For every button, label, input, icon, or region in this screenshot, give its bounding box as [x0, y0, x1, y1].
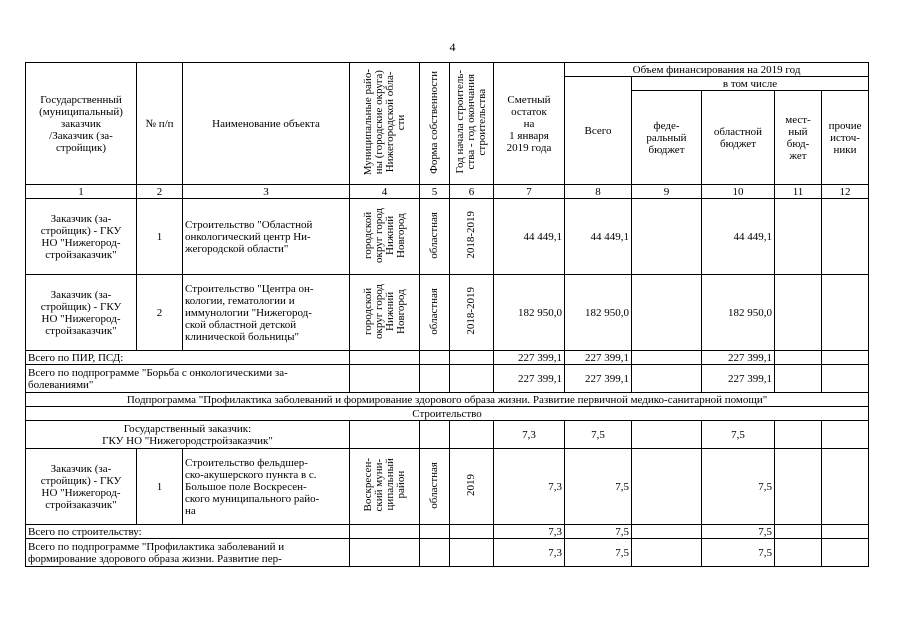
local-cell — [775, 199, 822, 275]
district-cell: городской округ город Нижний Новгород — [350, 275, 420, 351]
regional-cell: 7,5 — [702, 449, 775, 525]
total-label: Всего по строительству: — [26, 525, 350, 539]
total-subprogram-row — [26, 365, 869, 393]
page-number: 4 — [449, 40, 456, 54]
regional-cell: 7,5 — [702, 539, 775, 567]
column-number: 5 — [420, 185, 450, 199]
object-name: Строительство "Центра он- кологии, гематологии и иммунологии "Нижегород- ской областной детской клинической больницы" — [183, 275, 350, 351]
total-cell: 7,5 — [565, 539, 632, 567]
years-cell: 2018-2019 — [450, 199, 494, 275]
header-local: мест- ный бюд- жет — [775, 91, 822, 185]
subprogram-title-row — [26, 393, 869, 407]
header-estimated-remainder: Сметный остаток на 1 января 2019 года — [494, 63, 565, 185]
total-cell: 7,5 — [565, 421, 632, 449]
header-customer: Государственный (муниципальный) заказчик /Заказчик (за- стройщик) — [26, 63, 137, 185]
column-number: 3 — [183, 185, 350, 199]
ownership-cell: областная — [420, 449, 450, 525]
column-number: 11 — [775, 185, 822, 199]
object-name: Строительство фельдшер- ско-акушерского пункта в с. Большое поле Воскресен- ского муниципального райо- на — [183, 449, 350, 525]
regional-cell: 7,5 — [702, 421, 775, 449]
district-cell: городской округ город Нижний Новгород — [350, 199, 420, 275]
table-row — [26, 199, 869, 275]
column-number: 7 — [494, 185, 565, 199]
other-cell — [822, 449, 869, 525]
ownership-cell: областная — [420, 275, 450, 351]
remainder-cell: 7,3 — [494, 421, 565, 449]
ownership-cell: областная — [420, 199, 450, 275]
remainder-cell: 44 449,1 — [494, 199, 565, 275]
regional-cell: 44 449,1 — [702, 199, 775, 275]
column-number: 9 — [632, 185, 702, 199]
section-title-row — [26, 407, 869, 421]
customer-cell: Заказчик (за- стройщик) - ГКУ НО "Нижегород- стройзаказчик" — [26, 199, 137, 275]
column-number: 6 — [450, 185, 494, 199]
column-number: 2 — [137, 185, 183, 199]
header-district: Муниципальные райо- ны (городские округа) Нижегородской обла- сти — [350, 63, 420, 185]
total-subprogram-row — [26, 539, 869, 567]
subprogram-title: Подпрограмма "Профилактика заболеваний и формирование здорового образа жизни. Развитие первичной медико-санитарной помощи" — [26, 393, 869, 407]
object-name: Строительство "Областной онкологический центр Ни- жегородской области" — [183, 199, 350, 275]
column-number: 10 — [702, 185, 775, 199]
regional-cell: 182 950,0 — [702, 275, 775, 351]
header-ownership: Форма собственности — [420, 63, 450, 185]
header-other: прочие источ- ники — [822, 91, 869, 185]
local-cell — [775, 449, 822, 525]
remainder-cell: 227 399,1 — [494, 351, 565, 365]
total-label: Всего по подпрограмме "Профилактика заболеваний и формирование здорового образа жизни. Развитие пер- — [26, 539, 350, 567]
column-number: 1 — [26, 185, 137, 199]
row-number: 2 — [137, 275, 183, 351]
total-construction-row — [26, 525, 869, 539]
regional-cell: 227 399,1 — [702, 365, 775, 393]
total-label: Всего по ПИР, ПСД: — [26, 351, 350, 365]
table-row — [26, 449, 869, 525]
district-cell: Воскресен- ский муни- ципальный район — [350, 449, 420, 525]
years-cell: 2019 — [450, 449, 494, 525]
row-number: 1 — [137, 199, 183, 275]
header-including: в том числе — [632, 77, 869, 91]
gov-customer-row — [26, 421, 869, 449]
remainder-cell: 182 950,0 — [494, 275, 565, 351]
column-number: 12 — [822, 185, 869, 199]
column-numbers-row — [26, 185, 869, 199]
column-number: 8 — [565, 185, 632, 199]
total-label: Всего по подпрограмме "Борьба с онкологическими за- болеваниями" — [26, 365, 350, 393]
remainder-cell: 7,3 — [494, 449, 565, 525]
total-cell: 7,5 — [565, 525, 632, 539]
remainder-cell: 227 399,1 — [494, 365, 565, 393]
column-number: 4 — [350, 185, 420, 199]
remainder-cell: 7,3 — [494, 525, 565, 539]
federal-cell — [632, 199, 702, 275]
regional-cell: 7,5 — [702, 525, 775, 539]
customer-cell: Заказчик (за- стройщик) - ГКУ НО "Нижегород- стройзаказчик" — [26, 275, 137, 351]
row-number: 1 — [137, 449, 183, 525]
regional-cell: 227 399,1 — [702, 351, 775, 365]
total-cell: 44 449,1 — [565, 199, 632, 275]
gov-customer-label: Государственный заказчик: ГКУ НО "Нижегородстройзаказчик" — [26, 421, 350, 449]
header-federal: феде- ральный бюджет — [632, 91, 702, 185]
total-pir-row — [26, 351, 869, 365]
table-row — [26, 275, 869, 351]
header-regional: областной бюджет — [702, 91, 775, 185]
other-cell — [822, 199, 869, 275]
federal-cell — [632, 449, 702, 525]
total-cell: 182 950,0 — [565, 275, 632, 351]
total-cell: 7,5 — [565, 449, 632, 525]
local-cell — [775, 275, 822, 351]
total-cell: 227 399,1 — [565, 351, 632, 365]
header-total: Всего — [565, 77, 632, 185]
financing-table — [25, 62, 869, 567]
years-cell: 2018-2019 — [450, 275, 494, 351]
header-financing: Объем финансирования на 2019 год — [565, 63, 869, 77]
remainder-cell: 7,3 — [494, 539, 565, 567]
section-title: Строительство — [26, 407, 869, 421]
header-object-name: Наименование объекта — [183, 63, 350, 185]
customer-cell: Заказчик (за- стройщик) - ГКУ НО "Нижегород- стройзаказчик" — [26, 449, 137, 525]
other-cell — [822, 275, 869, 351]
total-cell: 227 399,1 — [565, 365, 632, 393]
header-number: № п/п — [137, 63, 183, 185]
federal-cell — [632, 275, 702, 351]
header-years: Год начала строитель- ства - год окончания строительства — [450, 63, 494, 185]
